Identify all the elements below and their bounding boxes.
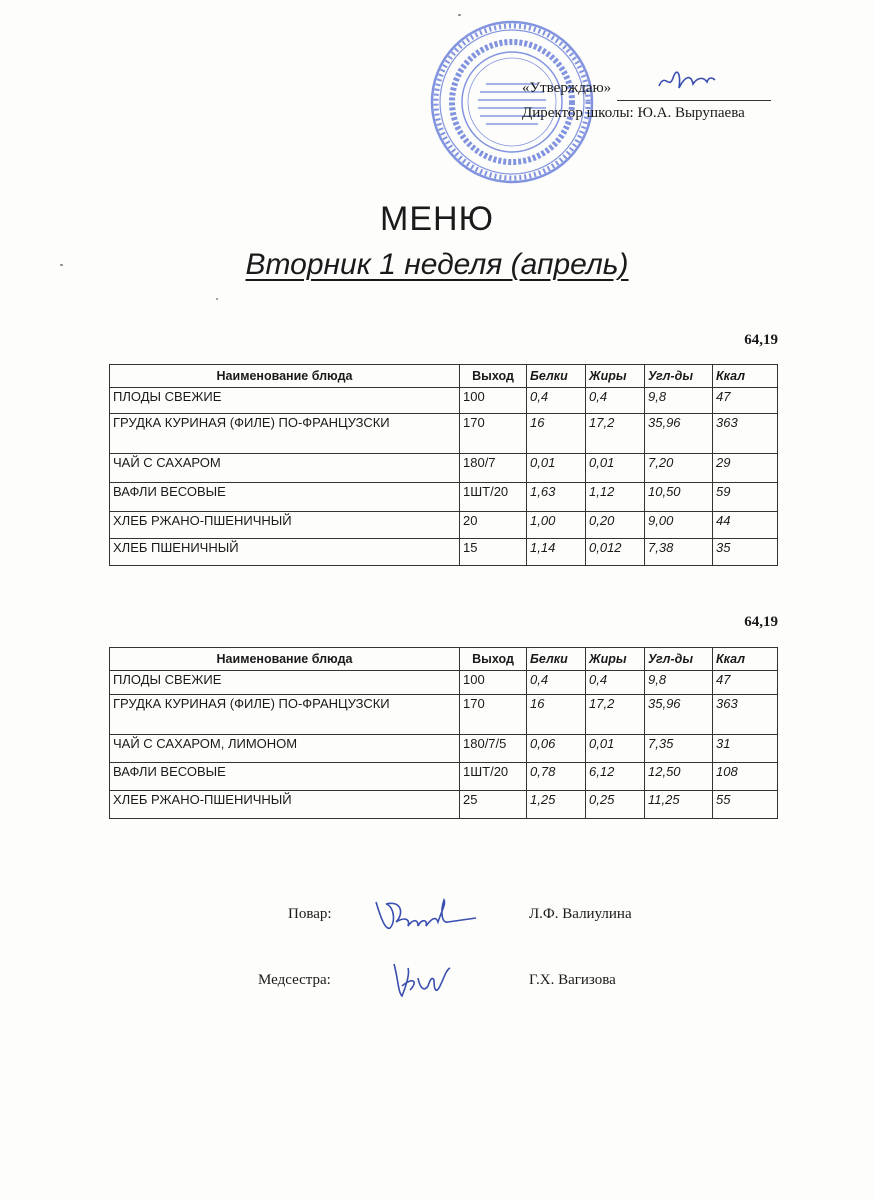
col-fat: Жиры [586, 365, 645, 388]
dish-carbs: 9,00 [645, 512, 713, 539]
col-name: Наименование блюда [110, 365, 460, 388]
dish-carbs: 10,50 [645, 483, 713, 512]
dish-fat: 17,2 [586, 414, 645, 454]
cook-role: Повар: [288, 906, 332, 922]
table-row [110, 454, 778, 483]
dish-fat: 6,12 [586, 763, 645, 791]
dish-protein: 0,4 [527, 671, 586, 695]
table-header [110, 365, 778, 388]
dish-fat: 1,12 [586, 483, 645, 512]
dish-name: ВАФЛИ ВЕСОВЫЕ [110, 483, 460, 512]
dish-name: ПЛОДЫ СВЕЖИЕ [110, 671, 460, 695]
dish-protein: 16 [527, 695, 586, 735]
dish-carbs: 9,8 [645, 671, 713, 695]
col-carbs: Угл-ды [645, 365, 713, 388]
dish-carbs: 7,35 [645, 735, 713, 763]
menu-price: 64,19 [744, 332, 778, 348]
dish-kcal: 47 [713, 388, 778, 414]
director-signature [657, 68, 717, 96]
table-row [110, 671, 778, 695]
page-subtitle: Вторник 1 неделя (апрель) [245, 248, 629, 281]
dish-carbs: 12,50 [645, 763, 713, 791]
dish-protein: 0,06 [527, 735, 586, 763]
dish-fat: 0,01 [586, 735, 645, 763]
dish-protein: 0,01 [527, 454, 586, 483]
dish-kcal: 59 [713, 483, 778, 512]
dish-kcal: 44 [713, 512, 778, 539]
director-line: Директор школы: Ю.А. Вырупаева [522, 105, 745, 121]
dish-fat: 0,25 [586, 791, 645, 819]
dish-fat: 0,01 [586, 454, 645, 483]
dish-fat: 17,2 [586, 695, 645, 735]
dish-output: 100 [460, 388, 527, 414]
cook-signature [372, 892, 482, 938]
dish-name: ЧАЙ С САХАРОМ [110, 454, 460, 483]
dish-protein: 1,14 [527, 539, 586, 566]
dish-protein: 0,78 [527, 763, 586, 791]
dish-output: 25 [460, 791, 527, 819]
dish-name: ГРУДКА КУРИНАЯ (ФИЛЕ) ПО-ФРАНЦУЗСКИ [110, 414, 460, 454]
col-carbs: Угл-ды [645, 648, 713, 671]
dish-kcal: 363 [713, 695, 778, 735]
table-row [110, 512, 778, 539]
col-output: Выход [460, 365, 527, 388]
dish-protein: 1,63 [527, 483, 586, 512]
dish-output: 15 [460, 539, 527, 566]
dish-output: 170 [460, 695, 527, 735]
approval-block [522, 76, 771, 126]
dish-carbs: 35,96 [645, 414, 713, 454]
nurse-role: Медсестра: [258, 972, 331, 988]
table-row [110, 791, 778, 819]
table-row [110, 483, 778, 512]
menu-price: 64,19 [744, 614, 778, 630]
menu-table [109, 647, 778, 819]
dish-carbs: 7,38 [645, 539, 713, 566]
table-row [110, 763, 778, 791]
col-name: Наименование блюда [110, 648, 460, 671]
dish-carbs: 11,25 [645, 791, 713, 819]
dish-name: ХЛЕБ РЖАНО-ПШЕНИЧНЫЙ [110, 512, 460, 539]
dish-output: 20 [460, 512, 527, 539]
dish-fat: 0,4 [586, 388, 645, 414]
page-title: МЕНЮ [380, 200, 494, 238]
dish-protein: 0,4 [527, 388, 586, 414]
table-row [110, 539, 778, 566]
dish-output: 180/7 [460, 454, 527, 483]
dish-carbs: 9,8 [645, 388, 713, 414]
dish-output: 170 [460, 414, 527, 454]
dish-carbs: 35,96 [645, 695, 713, 735]
table-header [110, 648, 778, 671]
col-fat: Жиры [586, 648, 645, 671]
scan-speck [216, 298, 218, 300]
approval-label: «Утверждаю» [522, 80, 612, 96]
scan-speck [458, 14, 461, 16]
col-kcal: Ккал [713, 648, 778, 671]
dish-kcal: 29 [713, 454, 778, 483]
col-kcal: Ккал [713, 365, 778, 388]
dish-fat: 0,4 [586, 671, 645, 695]
dish-name: ХЛЕБ ПШЕНИЧНЫЙ [110, 539, 460, 566]
col-output: Выход [460, 648, 527, 671]
table-row [110, 735, 778, 763]
dish-kcal: 35 [713, 539, 778, 566]
table-row [110, 388, 778, 414]
table-row [110, 695, 778, 735]
dish-name: ЧАЙ С САХАРОМ, ЛИМОНОМ [110, 735, 460, 763]
dish-name: ГРУДКА КУРИНАЯ (ФИЛЕ) ПО-ФРАНЦУЗСКИ [110, 695, 460, 735]
dish-name: ПЛОДЫ СВЕЖИЕ [110, 388, 460, 414]
nurse-name: Г.Х. Вагизова [529, 972, 616, 988]
dish-name: ХЛЕБ РЖАНО-ПШЕНИЧНЫЙ [110, 791, 460, 819]
dish-kcal: 47 [713, 671, 778, 695]
dish-name: ВАФЛИ ВЕСОВЫЕ [110, 763, 460, 791]
dish-protein: 1,00 [527, 512, 586, 539]
dish-output: 100 [460, 671, 527, 695]
dish-kcal: 108 [713, 763, 778, 791]
dish-carbs: 7,20 [645, 454, 713, 483]
menu-table [109, 364, 778, 566]
dish-output: 1ШТ/20 [460, 483, 527, 512]
dish-kcal: 31 [713, 735, 778, 763]
dish-fat: 0,20 [586, 512, 645, 539]
director-signature-line [617, 82, 771, 101]
col-protein: Белки [527, 365, 586, 388]
dish-protein: 16 [527, 414, 586, 454]
dish-output: 180/7/5 [460, 735, 527, 763]
nurse-signature [388, 956, 458, 1002]
dish-kcal: 55 [713, 791, 778, 819]
table-row [110, 414, 778, 454]
scan-speck [60, 264, 63, 266]
col-protein: Белки [527, 648, 586, 671]
cook-name: Л.Ф. Валиулина [529, 906, 632, 922]
dish-output: 1ШТ/20 [460, 763, 527, 791]
dish-fat: 0,012 [586, 539, 645, 566]
dish-protein: 1,25 [527, 791, 586, 819]
dish-kcal: 363 [713, 414, 778, 454]
